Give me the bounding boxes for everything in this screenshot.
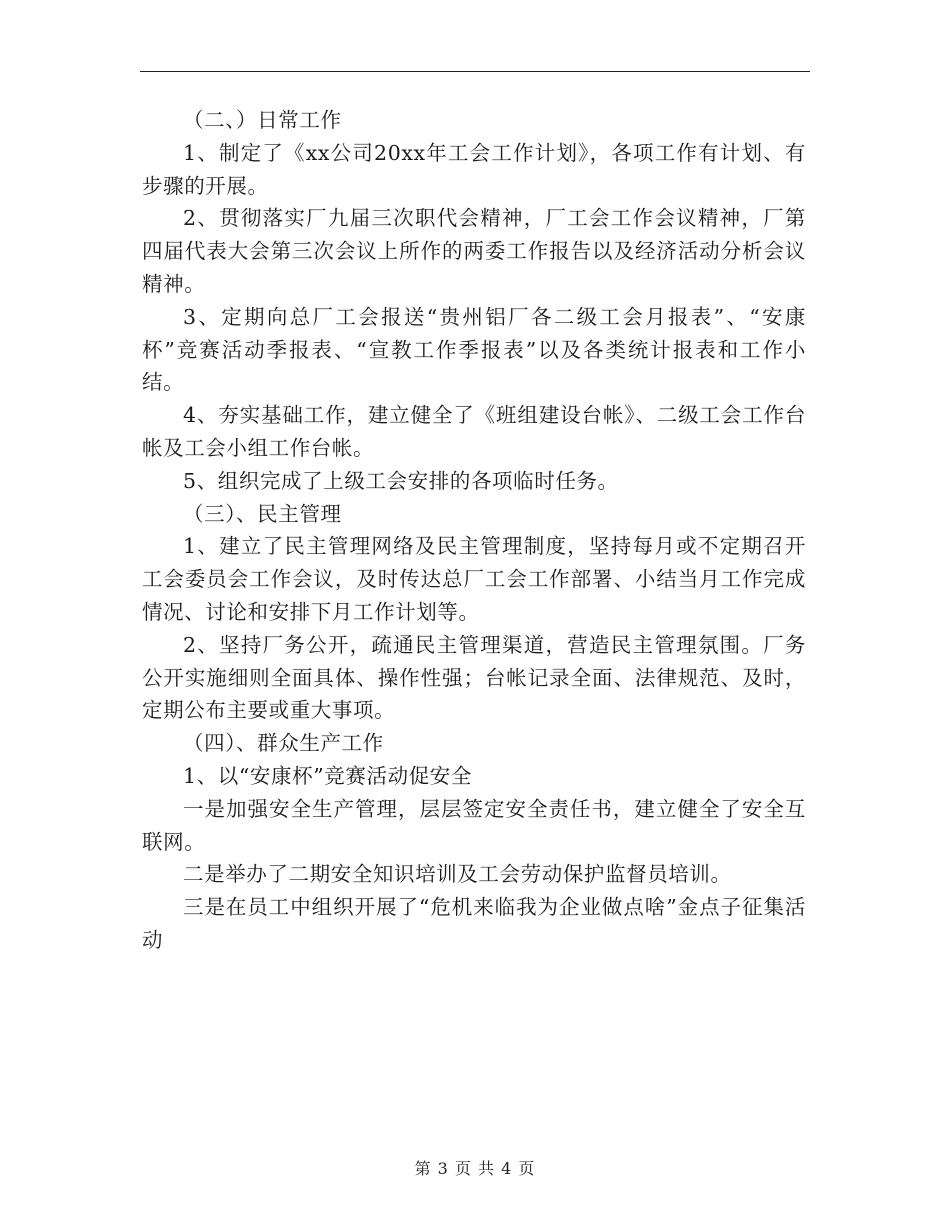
paragraph-point-three: 三是在员工中组织开展了“危机来临我为企业做点啥”金点子征集活动 — [142, 895, 806, 952]
paragraph-item-2: 2、坚持厂务公开，疏通民主管理渠道，营造民主管理氛围。厂务公开实施细则全面具体、操作性强；台帐记录全面、法律规范、及时，定期公布主要或重大事项。 — [142, 632, 806, 723]
page-footer — [0, 1156, 950, 1179]
section-heading-democratic-management: （三）、民主管理 — [183, 501, 342, 526]
paragraph-point-two: 二是举办了二期安全知识培训及工会劳动保护监督员培训。 — [183, 862, 732, 887]
header-rule — [140, 71, 810, 72]
paragraph-item-4: 4、夯实基础工作，建立健全了《班组建设台帐》、二级工会工作台帐及工会小组工作台帐。 — [142, 403, 806, 460]
paragraph-item-2: 2、贯彻落实厂九届三次职代会精神，厂工会工作会议精神，厂第四届代表大会第三次会议上所作的两委工作报告以及经济活动分析会议精神。 — [142, 206, 806, 296]
paragraph-item-3: 3、定期向总厂工会报送“贵州铝厂各二级工会月报表”、“安康杯”竞赛活动季报表、“宣教工作季报表”以及各类统计报表和工作小结。 — [142, 304, 806, 395]
section-heading-daily-work: （二、）日常工作 — [183, 108, 342, 132]
footer-current-page: 3 — [437, 1159, 449, 1178]
paragraph-item-1: 1、制定了《xx公司20xx年工会工作计划》，各项工作有计划、有步骤的开展。 — [142, 140, 806, 198]
paragraph-item-1: 1、以“安康杯”竞赛活动促安全 — [183, 763, 473, 788]
section-heading-mass-production: （四）、群众生产工作 — [183, 731, 384, 756]
footer-prefix: 第 — [414, 1159, 432, 1178]
paragraph-item-5: 5、组织完成了上级工会安排的各项临时任务。 — [183, 468, 619, 493]
paragraph-item-1: 1、建立了民主管理网络及民主管理制度，坚持每月或不定期召开工会委员会工作会议，及时传达总厂工会工作部署、小结当月工作完成情况、讨论和安排下月工作计划等。 — [142, 534, 806, 624]
paragraph-point-one: 一是加强安全生产管理，层层签定安全责任书，建立健全了安全互联网。 — [142, 796, 806, 854]
footer-suffix: 页 — [518, 1159, 536, 1178]
footer-total-pages: 4 — [501, 1159, 513, 1178]
footer-middle: 页 共 — [454, 1159, 496, 1178]
document-body — [142, 104, 806, 957]
